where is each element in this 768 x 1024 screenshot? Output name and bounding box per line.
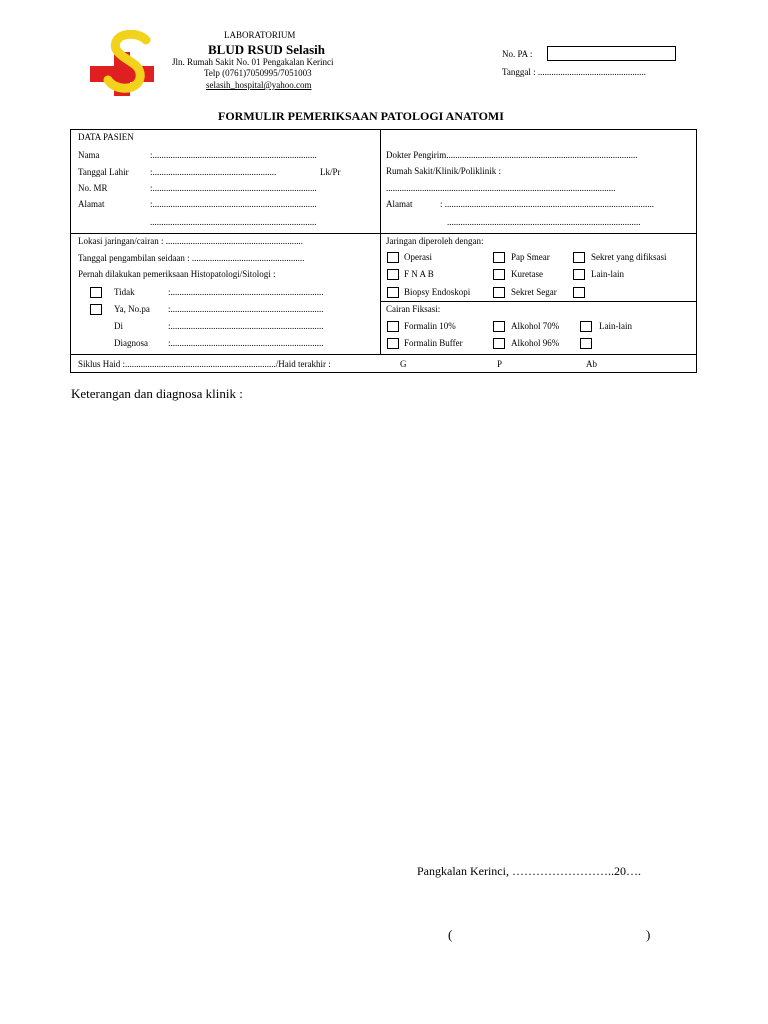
- alamat-rs-label: Alamat: [386, 199, 413, 209]
- kuretase-label: Kuretase: [511, 269, 543, 279]
- lain-lain-jaringan-checkbox[interactable]: [573, 269, 585, 280]
- ya-label: Ya, No.pa: [114, 304, 150, 314]
- nama-label: Nama: [78, 150, 100, 160]
- sekret-segar-checkbox-left[interactable]: [493, 287, 505, 298]
- biopsy-checkbox[interactable]: [387, 287, 399, 298]
- lain-lain-cairan-label: Lain-lain: [599, 321, 632, 331]
- signature-open: (: [448, 927, 453, 942]
- alamat-field[interactable]: :.........................................................................: [150, 199, 317, 209]
- signature-field[interactable]: [456, 925, 644, 943]
- diagnosa-field[interactable]: :....................................................................: [168, 338, 324, 348]
- no-pa-label: No. PA :: [502, 49, 533, 59]
- tanggal-lahir-field[interactable]: :.......................................................: [150, 167, 277, 177]
- no-mr-label: No. MR: [78, 183, 108, 193]
- cairan-heading: Cairan Fiksasi:: [386, 304, 441, 314]
- fnab-checkbox[interactable]: [387, 269, 399, 280]
- hospital-address: Jln. Rumah Sakit No. 01 Pengakalan Kerinci: [172, 57, 334, 67]
- alkohol70-label: Alkohol 70%: [511, 321, 560, 331]
- keterangan-area[interactable]: [71, 406, 697, 846]
- hospital-email: selasih_hospital@yahoo.com: [206, 80, 312, 90]
- lokasi-jaringan-field[interactable]: Lokasi jaringan/cairan : .............................................................: [78, 236, 303, 246]
- hospital-name: BLUD RSUD Selasih: [208, 42, 326, 57]
- alkohol96-label: Alkohol 96%: [511, 338, 560, 348]
- keterangan-label: Keterangan dan diagnosa klinik :: [71, 386, 243, 401]
- rumah-sakit-field[interactable]: ......................................................................................................: [386, 183, 616, 193]
- operasi-label: Operasi: [404, 252, 432, 262]
- biopsy-label: Biopsy Endoskopi: [404, 287, 471, 297]
- siklus-haid-field[interactable]: Siklus Haid :.................................................................../Haid terakhir :: [78, 359, 331, 369]
- tanggal-field[interactable]: Tanggal : ................................................: [502, 67, 646, 77]
- gravida-label: G: [400, 359, 407, 369]
- di-field[interactable]: :....................................................................: [168, 321, 324, 331]
- alamat-label: Alamat: [78, 199, 105, 209]
- alamat-field-2[interactable]: ..........................................................................: [150, 217, 317, 227]
- tidak-checkbox[interactable]: [90, 287, 102, 298]
- table-divider-cairan: [380, 301, 697, 302]
- table-divider-1: [70, 233, 697, 234]
- formalin-buffer-checkbox[interactable]: [387, 338, 399, 349]
- sekret-fiksasi-checkbox[interactable]: [573, 252, 585, 263]
- gender-label: Lk/Pr: [320, 167, 341, 177]
- tidak-label: Tidak: [114, 287, 135, 297]
- sekret-segar-checkbox[interactable]: [573, 287, 585, 298]
- place-date-field[interactable]: Pangkalan Kerinci, ……………………..20….: [417, 864, 641, 878]
- pap-smear-checkbox[interactable]: [493, 252, 505, 263]
- fnab-label: F N A B: [404, 269, 434, 279]
- alamat-rs-field[interactable]: : .............................................................................................: [440, 199, 655, 209]
- alkohol70-checkbox[interactable]: [493, 321, 505, 332]
- formalin10-checkbox[interactable]: [387, 321, 399, 332]
- formalin10-label: Formalin 10%: [404, 321, 456, 331]
- alamat-rs-field-2[interactable]: ......................................................................................: [447, 217, 641, 227]
- nama-field[interactable]: :.........................................................................: [150, 150, 317, 160]
- signature-close: ): [646, 927, 651, 942]
- form-title: FORMULIR PEMERIKSAAN PATOLOGI ANATOMI: [218, 109, 504, 123]
- no-mr-field[interactable]: :.........................................................................: [150, 183, 317, 193]
- formalin-buffer-label: Formalin Buffer: [404, 338, 463, 348]
- sekret-fiksasi-label: Sekret yang difiksasi: [591, 252, 667, 262]
- patient-data-table: [70, 129, 697, 373]
- di-label: Di: [114, 321, 123, 331]
- hospital-logo: [86, 30, 162, 100]
- kuretase-checkbox[interactable]: [493, 269, 505, 280]
- tidak-field[interactable]: :....................................................................: [168, 287, 324, 297]
- hospital-phone: Telp (0761)7050995/7051003: [204, 68, 312, 78]
- tanggal-pengambilan-field[interactable]: Tanggal pengambilan seidaan : ..................................................: [78, 253, 305, 263]
- table-divider-siklus: [70, 354, 697, 355]
- ya-checkbox[interactable]: [90, 304, 102, 315]
- pap-smear-label: Pap Smear: [511, 252, 550, 262]
- pernah-pemeriksaan-label: Pernah dilakukan pemeriksaan Histopatologi/Sitologi :: [78, 269, 276, 279]
- alkohol96-checkbox-left[interactable]: [493, 338, 505, 349]
- section-data-pasien: DATA PASIEN: [78, 132, 134, 142]
- tanggal-lahir-label: Tanggal Lahir: [78, 167, 129, 177]
- operasi-checkbox[interactable]: [387, 252, 399, 263]
- lain-lain-jaringan-label: Lain-lain: [591, 269, 624, 279]
- alkohol96-checkbox[interactable]: [580, 338, 592, 349]
- sekret-segar-label: Sekret Segar: [511, 287, 557, 297]
- lab-label: LABORATORIUM: [224, 30, 296, 40]
- dokter-pengirim-field[interactable]: Dokter Pengirim.....................................................................................: [386, 150, 638, 160]
- abortus-label: Ab: [586, 359, 597, 369]
- lain-lain-cairan-checkbox[interactable]: [580, 321, 592, 332]
- diagnosa-label: Diagnosa: [114, 338, 148, 348]
- table-divider-vertical: [380, 129, 381, 354]
- para-label: P: [497, 359, 503, 369]
- rumah-sakit-label: Rumah Sakit/Klinik/Poliklinik :: [386, 166, 502, 176]
- no-pa-field[interactable]: [547, 46, 676, 61]
- ya-field[interactable]: :....................................................................: [168, 304, 324, 314]
- jaringan-heading: Jaringan diperoleh dengan:: [386, 236, 484, 246]
